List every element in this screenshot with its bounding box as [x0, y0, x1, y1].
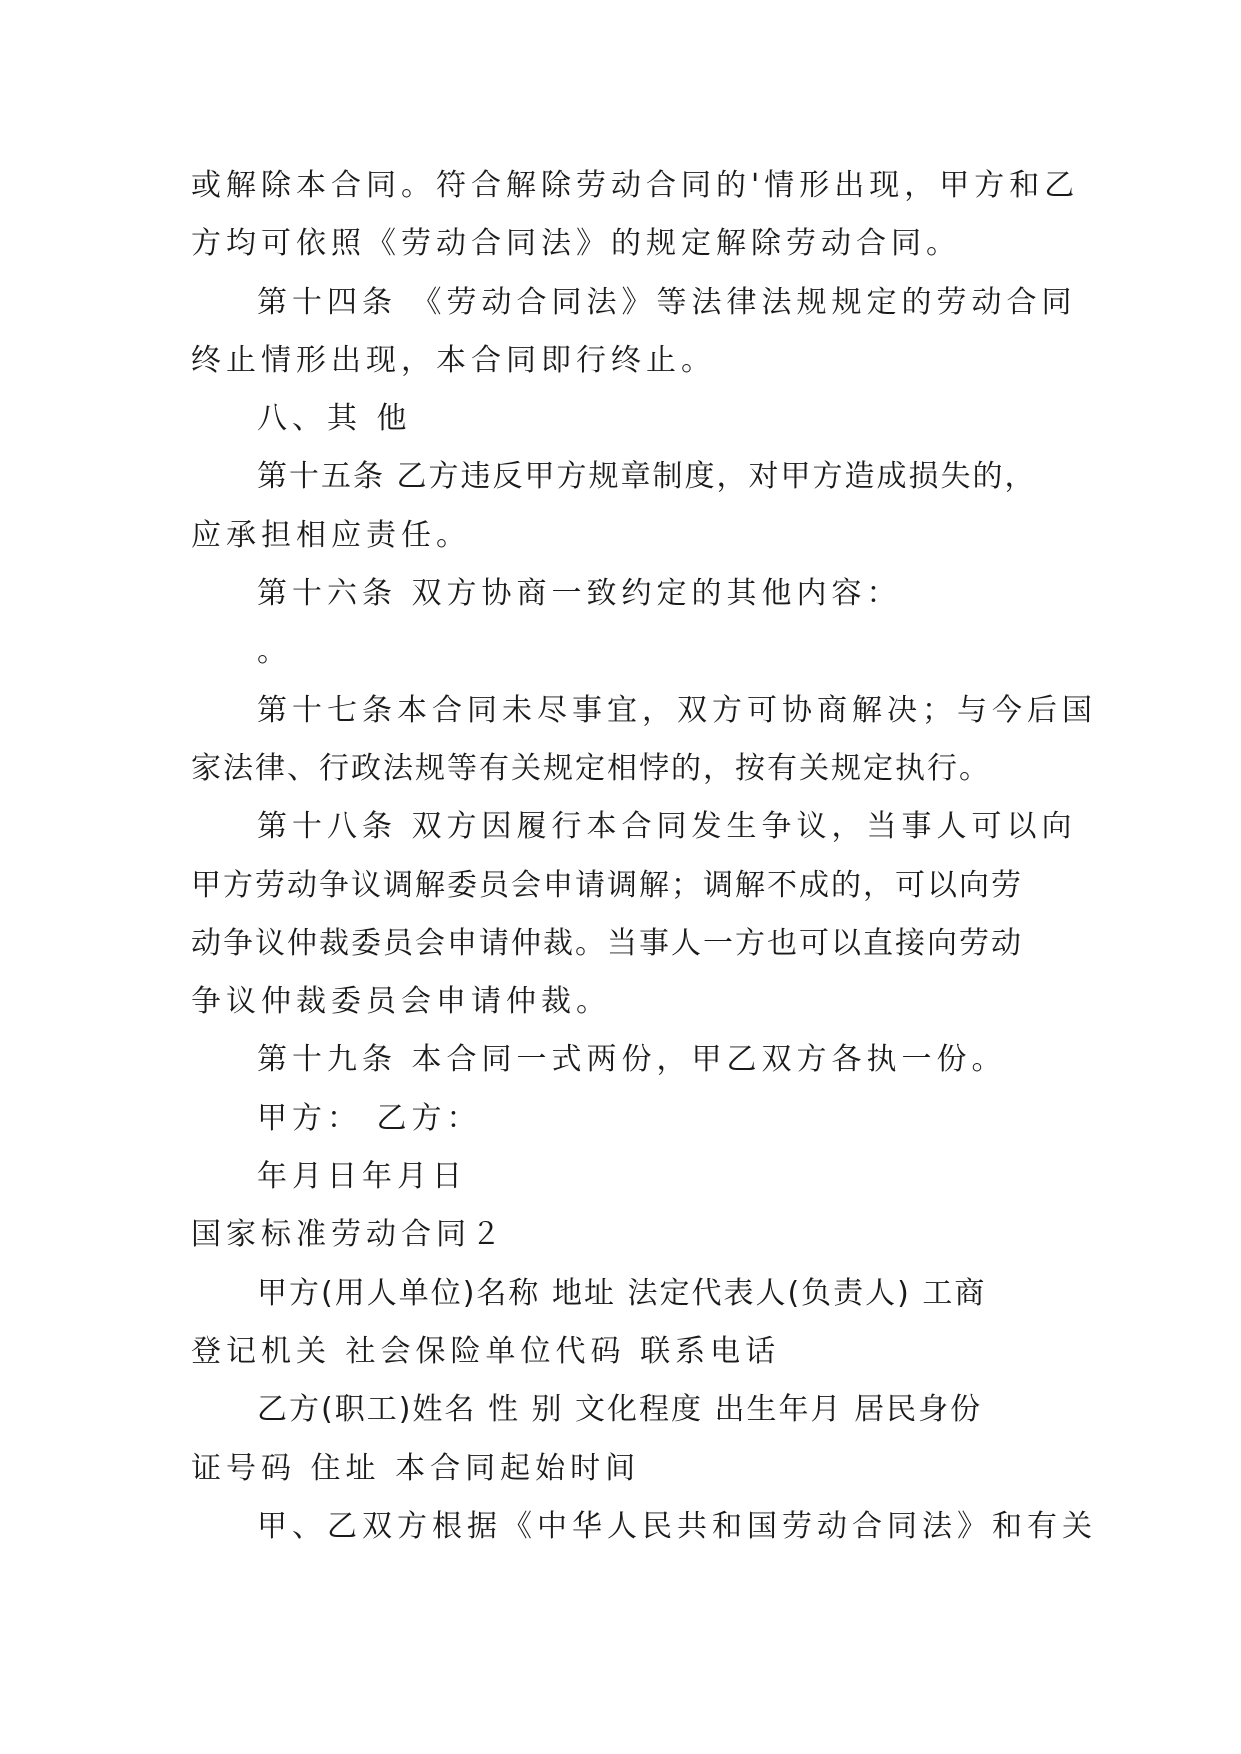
article-18: 第十八条 双方因履行本合同发生争议，当事人可以向: [257, 809, 1077, 845]
signature-dates: 年月日年月日: [257, 1159, 467, 1195]
preamble: 甲、乙双方根据《中华人民共和国劳动合同法》和有关: [257, 1508, 1097, 1544]
text-line: 甲方劳动争议调解委员会申请调解；调解不成的，可以向劳: [191, 867, 1023, 903]
document-title: 国家标准劳动合同２: [191, 1217, 506, 1253]
section-heading: 八、其 他: [257, 401, 412, 437]
text-line: 动争议仲裁委员会申请仲裁。当事人一方也可以直接向劳动: [191, 925, 1023, 961]
article-14: 第十四条 《劳动合同法》等法律法规规定的劳动合同: [257, 284, 1077, 320]
article-19: 第十九条 本合同一式两份，甲乙双方各执一份。: [257, 1042, 1007, 1078]
party-b-info: 乙方(职工)姓名 性 别 文化程度 出生年月 居民身份: [257, 1392, 983, 1428]
text-line: 家法律、行政法规等有关规定相悖的，按有关规定执行。: [191, 750, 991, 786]
signature-parties: 甲方： 乙方：: [257, 1100, 482, 1136]
text-line: 或解除本合同。符合解除劳动合同的'情形出现，甲方和乙: [191, 168, 1080, 203]
text-line: 争议仲裁委员会申请仲裁。: [191, 984, 611, 1020]
article-17: 第十七条本合同未尽事宜，双方可协商解决；与今后国: [257, 692, 1097, 728]
article-15: 第十五条 乙方违反甲方规章制度，对甲方造成损失的，: [257, 459, 1037, 495]
article-16: 第十六条 双方协商一致约定的其他内容：: [257, 576, 902, 612]
contract-text: [191, 157, 1097, 1556]
text-line: 方均可依照《劳动合同法》的规定解除劳动合同。: [191, 226, 961, 262]
party-a-info: 甲方(用人单位)名称 地址 法定代表人(负责人) 工商: [257, 1275, 987, 1311]
text-line: 终止情形出现，本合同即行终止。: [191, 342, 716, 378]
text-line: 证号码 住址 本合同起始时间: [191, 1450, 641, 1486]
text-line: 应承担相应责任。: [191, 517, 471, 553]
text-line: 。: [257, 634, 292, 670]
text-line: 登记机关 社会保险单位代码 联系电话: [191, 1333, 781, 1369]
